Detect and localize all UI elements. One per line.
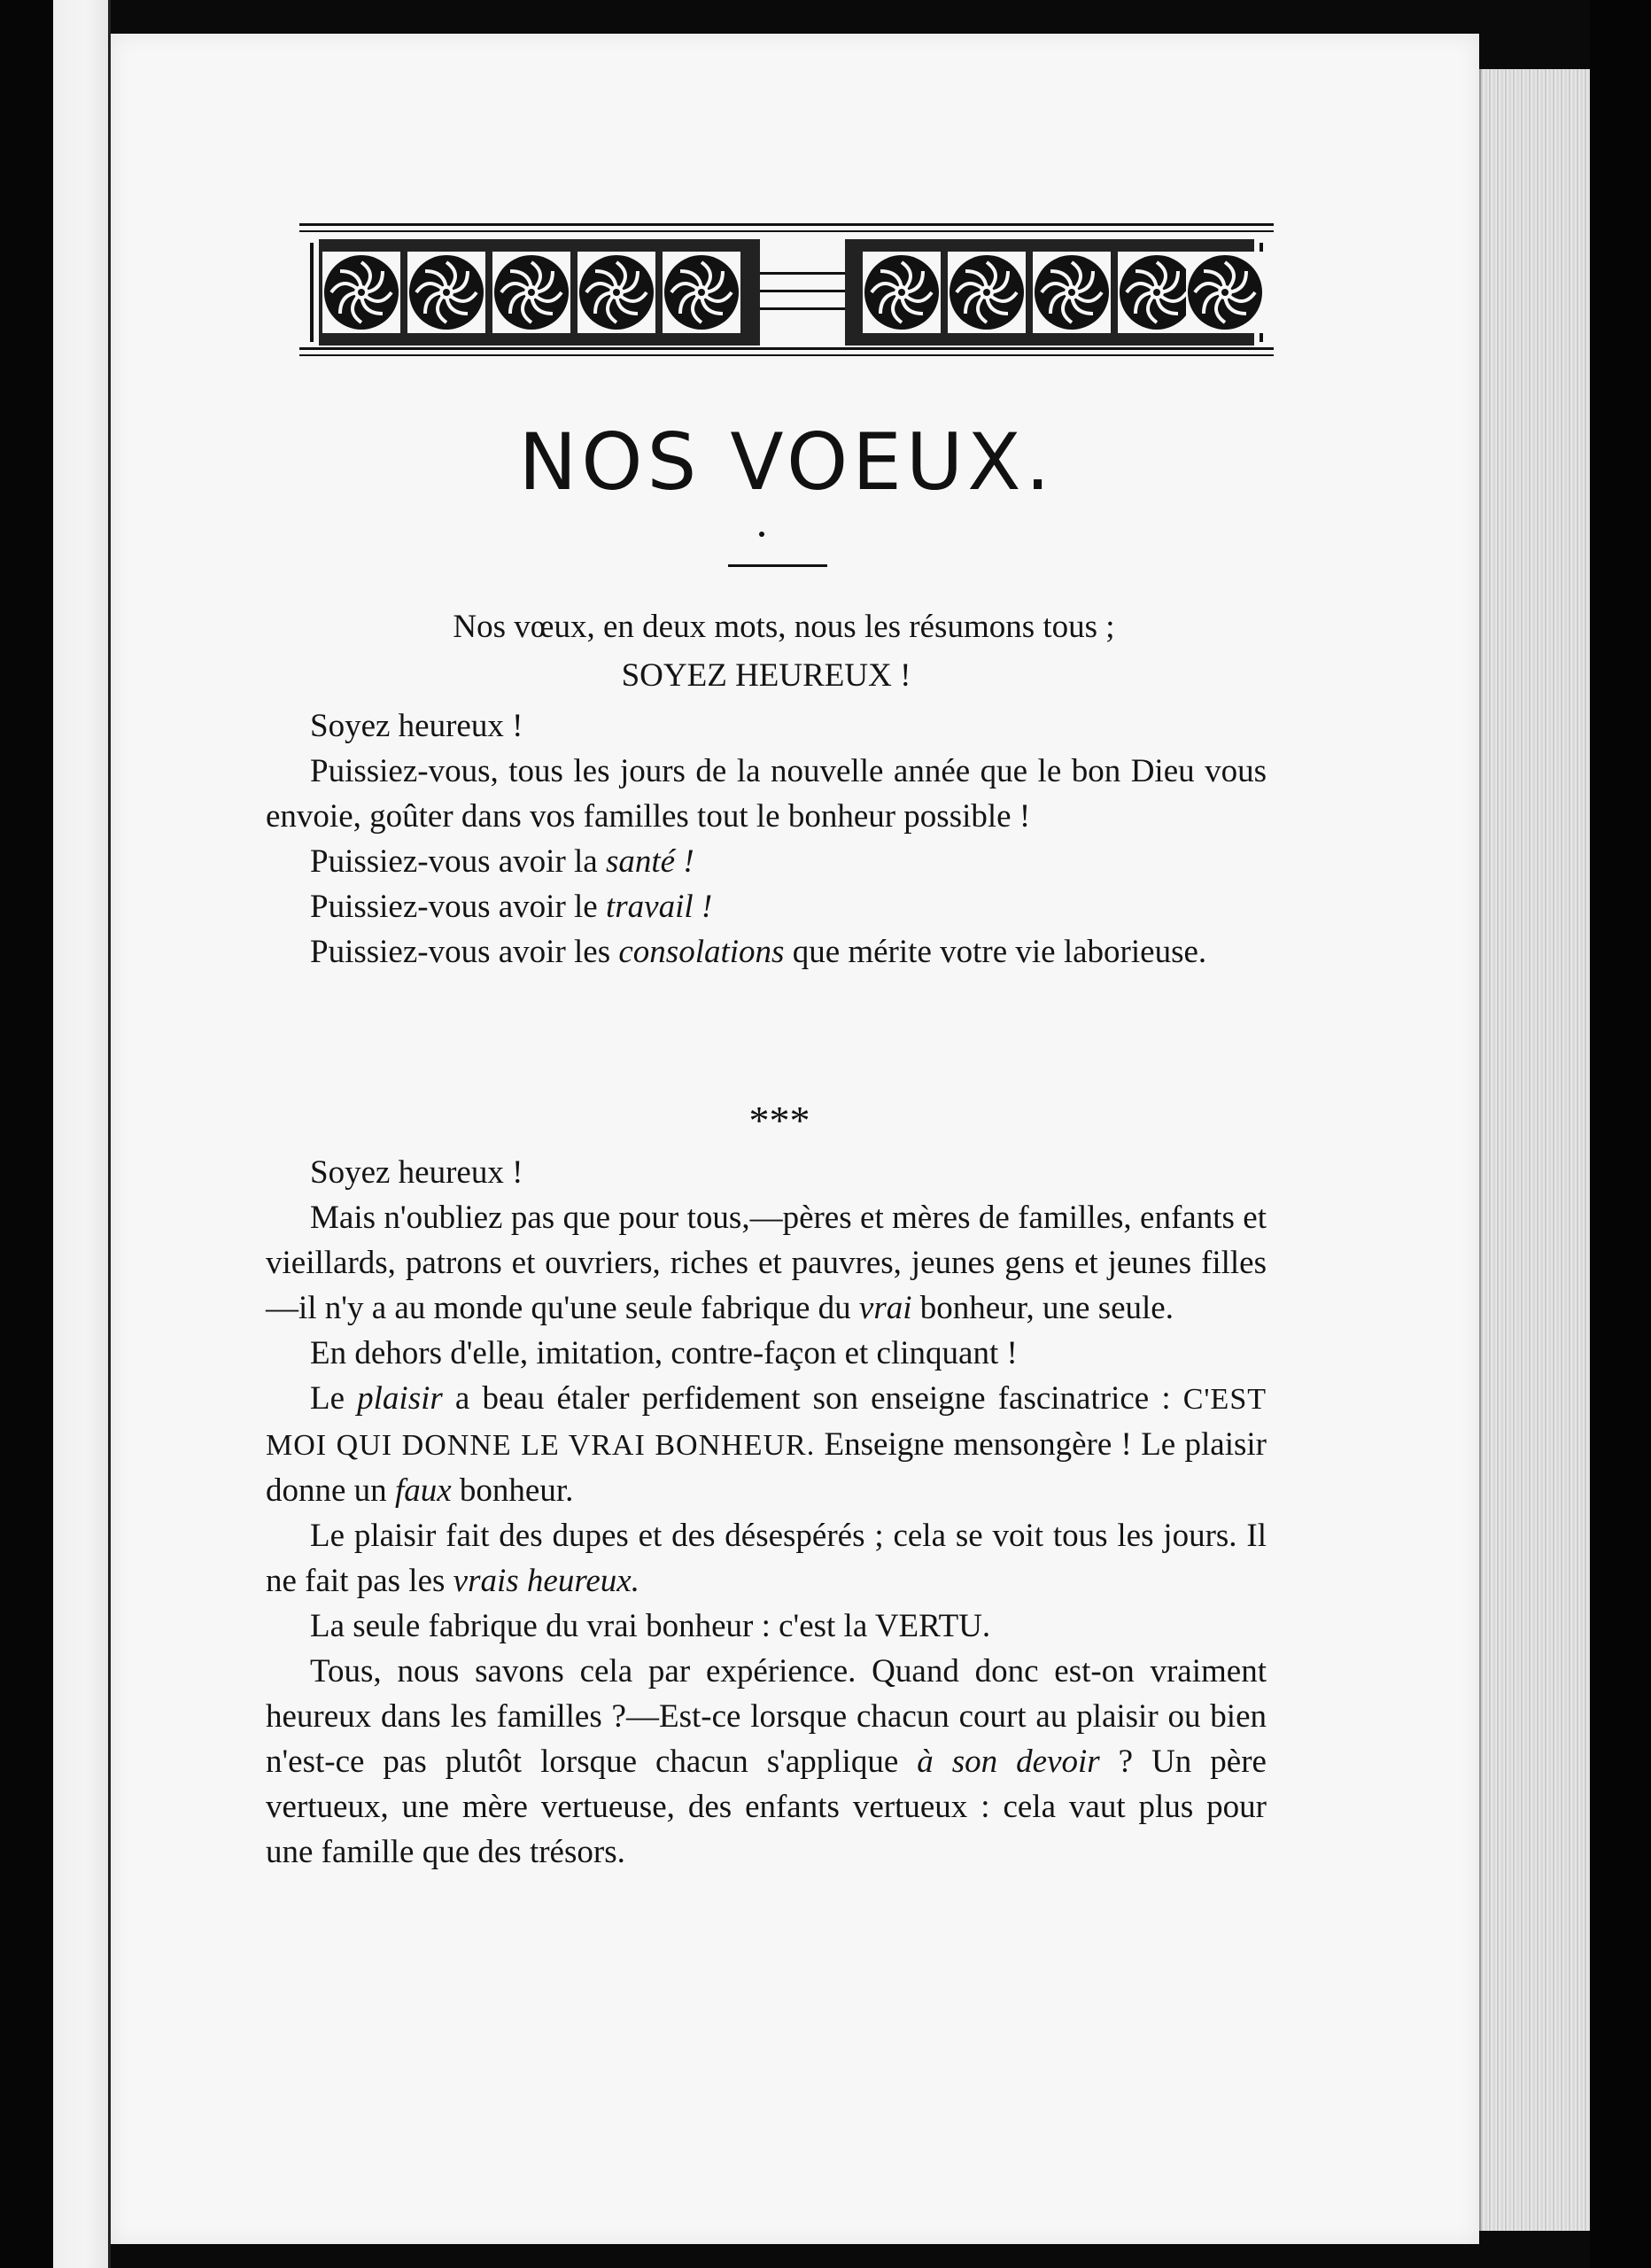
paragraph: Puissiez-vous avoir le travail !	[310, 889, 713, 925]
paragraph: Mais n'oubliez pas que pour tous,—pères et mères de familles, enfants et vieillards, patrons et ouvriers, riches et pauvres, jeunes gens et jeunes filles—il n'y a au monde qu'une seule fabrique du vrai bonheur, une seule.	[266, 1200, 1267, 1326]
first-section	[266, 604, 1267, 975]
paragraph: Soyez heureux !	[310, 1154, 523, 1191]
paragraph: Puissiez-vous avoir la santé !	[310, 843, 694, 880]
motto-line: SOYEZ HEUREUX !	[621, 657, 911, 694]
previous-page-edge	[53, 0, 111, 2268]
section-separator: ***	[748, 1098, 810, 1143]
intro-line: Nos vœux, en deux mots, nous les résumons tous ;	[453, 609, 1115, 645]
title-dot	[759, 532, 764, 537]
paragraph: Le plaisir fait des dupes et des désespérés ; cela se voit tous les jours. Il ne fait pas les vrais heureux.	[266, 1518, 1267, 1599]
decorative-header-band	[299, 223, 1274, 365]
paragraph: Puissiez-vous, tous les jours de la nouvelle année que le bon Dieu vous envoie, goûter dans vos familles tout le bonheur possible !	[266, 753, 1267, 835]
second-section	[266, 1150, 1267, 1875]
title-rule	[728, 564, 827, 567]
paragraph: Soyez heureux !	[310, 708, 523, 744]
page-stack-edge	[1479, 69, 1592, 2231]
paragraph: En dehors d'elle, imitation, contre-façon et clinquant !	[310, 1335, 1018, 1371]
paragraph: La seule fabrique du vrai bonheur : c'est la VERTU.	[310, 1608, 991, 1644]
paragraph: Tous, nous savons cela par expérience. Quand donc est-on vraiment heureux dans les familles ?—Est-ce lorsque chacun court au plaisir ou bien n'est-ce pas plutôt lorsque chacun s'applique à son devoir ? Un père vertueux, une mère vertueuse, des enfants vertueux : cela vaut plus pour une famille que des trésors.	[266, 1653, 1267, 1870]
paragraph: Puissiez-vous avoir les consolations que mérite votre vie laborieuse.	[310, 934, 1207, 970]
page-title: NOS VOEUX.	[518, 416, 1055, 508]
scan-right-margin	[1590, 0, 1651, 2268]
paragraph: Le plaisir a beau étaler perfidement son enseigne fascinatrice : C'EST MOI QUI DONNE LE VRAI BONHEUR. Enseigne mensongère ! Le plaisir donne un faux bonheur.	[266, 1380, 1267, 1509]
